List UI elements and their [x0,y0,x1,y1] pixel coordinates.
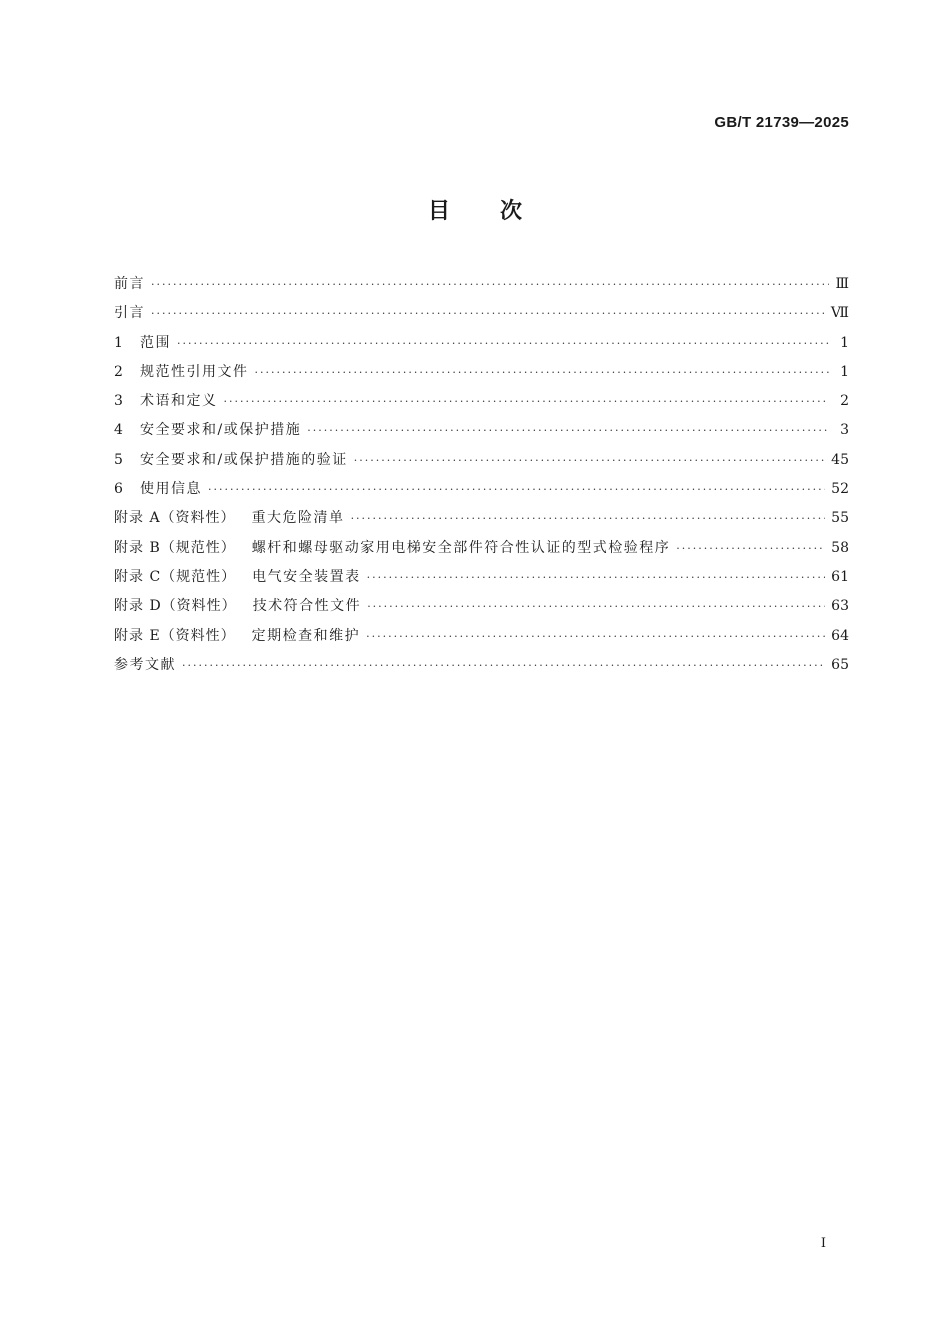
toc-entry-foreword[interactable] [114,270,849,299]
toc-entry-bibliography[interactable] [114,651,849,680]
toc-leader [255,358,830,387]
title-char-1: 目 [427,199,450,224]
toc-leader [366,622,825,651]
standard-number: GB/T 21739—2025 [714,114,849,131]
title-char-2: 次 [500,199,523,224]
toc-label: 规范性引用文件 [140,363,249,380]
toc-label: 技术符合性文件 [252,598,362,615]
toc-label: 安全要求和/或保护措施 [140,422,302,439]
toc-entry-normative-references[interactable] [114,358,849,387]
toc-leader [676,534,825,563]
toc-entry-annex-e[interactable] [114,622,849,651]
toc-page-number: Ⅲ [835,276,849,292]
toc-leader [351,504,826,533]
toc-page-number: 52 [831,481,849,498]
toc-entry-safety-requirements[interactable] [114,416,849,445]
toc-leader [307,416,829,445]
toc-entry-annex-a[interactable] [114,504,849,533]
toc-section-number: 4 [114,422,123,439]
page-number: I [820,1236,826,1251]
toc-label: 使用信息 [140,481,202,498]
toc-annex-prefix: 附录 C（规范性） [114,568,237,585]
toc-entry-annex-d[interactable] [114,592,849,621]
toc-label: 安全要求和/或保护措施的验证 [140,451,348,468]
toc-entry-annex-b[interactable] [114,534,849,563]
toc-label: 引言 [114,305,145,322]
toc-entry-introduction[interactable] [114,299,849,328]
toc-entry-scope[interactable] [114,329,849,358]
toc-label: 前言 [114,276,145,292]
toc-annex-prefix: 附录 B（规范性） [114,539,236,556]
toc-entry-information-for-use[interactable] [114,475,849,504]
toc-page-number: 1 [840,334,849,351]
toc-page-number: 55 [831,510,849,527]
toc-label: 参考文献 [114,656,176,673]
toc-annex-prefix: 附录 E（资料性） [114,627,236,644]
toc-entry-verification[interactable] [114,446,849,475]
toc-page-number: 64 [831,627,849,644]
toc-leader [224,387,830,416]
toc-label: 电气安全装置表 [252,568,361,585]
toc-label: 螺杆和螺母驱动家用电梯安全部件符合性认证的型式检验程序 [251,539,671,556]
toc-page-number: 1 [840,363,849,380]
toc-leader [367,592,825,621]
toc-leader [151,270,829,299]
toc-leader [354,446,825,475]
toc-leader [177,329,829,358]
toc-section-number: 2 [114,363,123,380]
toc-label: 范围 [140,334,171,351]
toc-page-number: 65 [831,656,849,673]
toc-page-number: 58 [831,539,849,556]
toc-leader [367,563,826,592]
table-of-contents [114,270,849,680]
toc-section-number: 3 [114,393,123,410]
toc-section-number: 6 [114,481,123,498]
toc-page-number: 3 [840,422,849,439]
toc-section-number: 1 [114,334,123,351]
toc-label: 重大危险清单 [251,510,345,527]
toc-entry-annex-c[interactable] [114,563,849,592]
toc-page-number: 63 [831,598,849,615]
toc-leader [151,299,825,328]
toc-annex-prefix: 附录 D（资料性） [114,598,237,615]
toc-leader [182,651,825,680]
toc-entry-terms-definitions[interactable] [114,387,849,416]
toc-annex-prefix: 附录 A（资料性） [114,510,236,527]
toc-page-number: 45 [831,451,849,468]
page-title [0,194,950,225]
toc-page-number: 2 [840,393,849,410]
toc-label: 定期检查和维护 [251,627,361,644]
toc-section-number: 5 [114,451,123,468]
toc-label: 术语和定义 [140,393,218,410]
toc-leader [208,475,825,504]
toc-page-number: Ⅶ [830,305,849,322]
toc-page-number: 61 [831,568,849,585]
